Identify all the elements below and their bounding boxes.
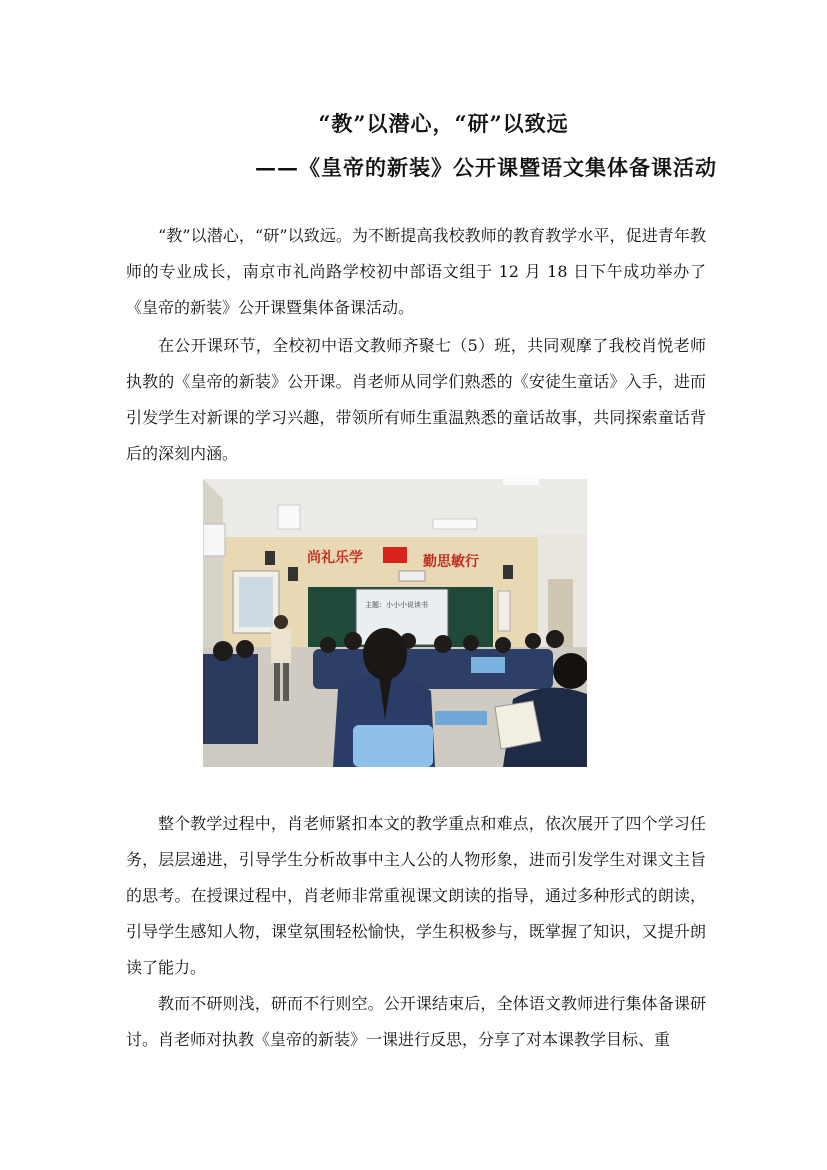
paragraph-intro: “教”以潜心，“研”以致远。为不断提高我校教师的教育教学水平，促进青年教师的专业成长，南京市礼尚路学校初中部语文组于 12 月 18 日下午成功举办了《皇帝的新装》公开课暨集体备课活动。 [126,226,706,317]
article-subtitle: ——《皇帝的新装》公开课暨语文集体备课活动 [255,155,717,180]
flag [383,547,407,563]
paragraph-open-class: 在公开课环节，全校初中语文教师齐聚七（5）班，共同观摩了我校肖悦老师执教的《皇帝的新装》公开课。肖老师从同学们熟悉的《安徒生童话》入手，进而引发学生对新课的学习兴趣，带领所有师生重温熟悉的童话故事，共同探索童话背后的深刻内涵。 [126,336,706,463]
screen-text: 主题：小小小说读书 [365,601,428,609]
banner-left-text: 尚礼乐学 [307,550,363,566]
article-title: “教”以潜心，“研”以致远 [318,111,569,136]
paragraph-research: 教而不研则浅，研而不行则空。公开课结束后，全体语文教师进行集体备课研讨。肖老师对执教《皇帝的新装》一课进行反思，分享了对本课教学目标、重 [126,994,706,1049]
banner-right-text: 勤思敏行 [423,554,479,570]
classroom-illustration [203,479,587,767]
classroom-photo [203,479,587,767]
paragraph-teaching-process: 整个教学过程中，肖老师紧扣本文的教学重点和难点，依次展开了四个学习任务，层层递进，引导学生分析故事中主人公的人物形象，进而引发学生对课文主旨的思考。在授课过程中，肖老师非常重视课文朗读的指导，通过多种形式的朗读，引导学生感知人物，课堂氛围轻松愉快，学生积极参与，既掌握了知识，又提升朗读了能力。 [126,814,706,977]
